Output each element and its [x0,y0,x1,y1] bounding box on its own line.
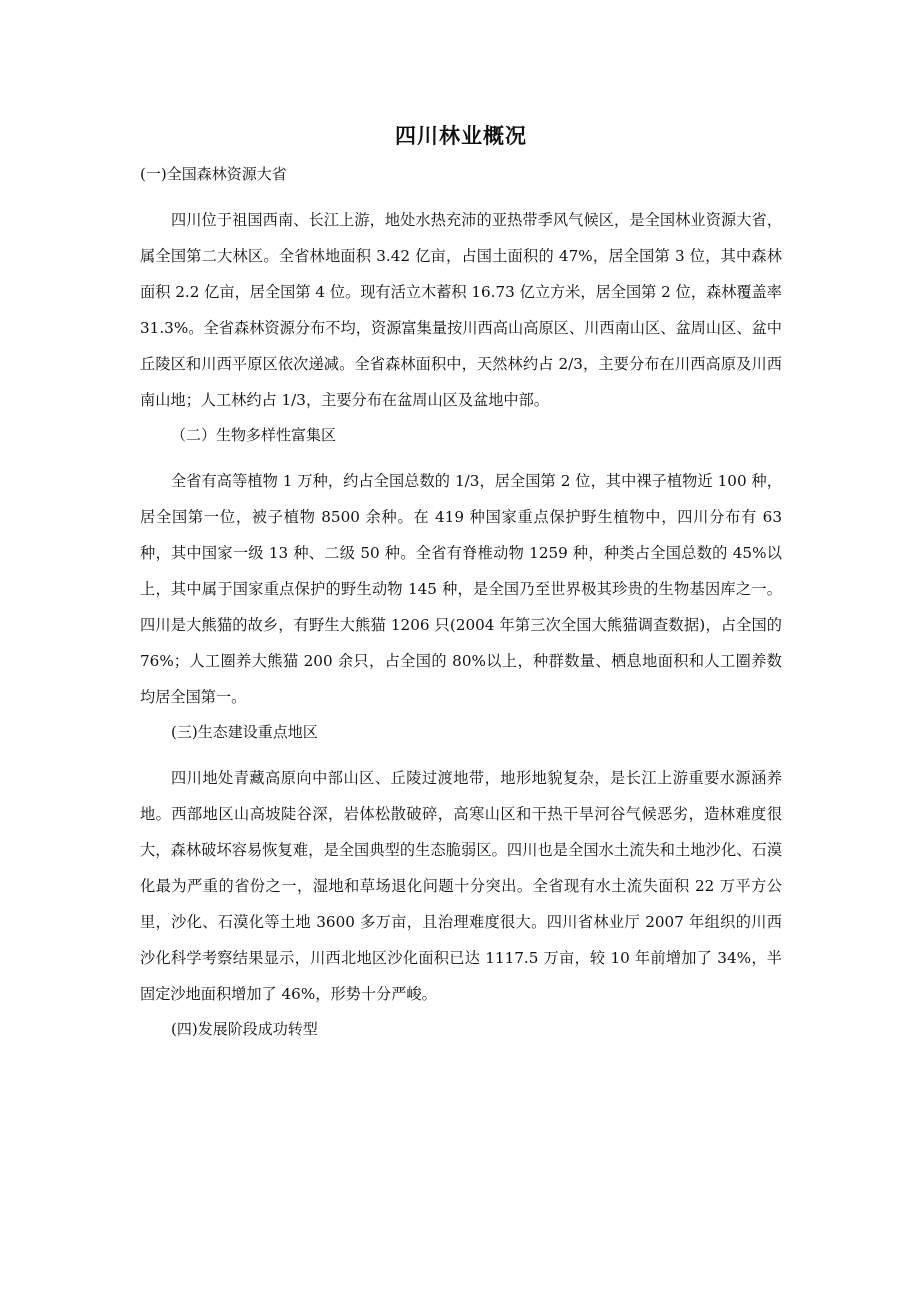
document-title: 四川林业概况 [395,124,527,148]
section-paragraph-3: 四川地处青藏高原向中部山区、丘陵过渡地带，地形地貌复杂，是长江上游重要水源涵养地。西部地区山高坡陡谷深，岩体松散破碎，高寒山区和干热干旱河谷气候恶劣，造林难度很大，森林破坏容易恢复难，是全国典型的生态脆弱区。四川也是全国水土流失和土地沙化、石漠化最为严重的省份之一，湿地和草场退化问题十分突出。全省现有水土流失面积 22 万平方公里，沙化、石漠化等土地 3600 多万亩，且治理难度很大。四川省林业厅 2007 年组织的川西沙化科学考察结果显示，川西北地区沙化面积已达 1117.5 万亩，较 10 年前增加了 34%，半固定沙地面积增加了 46%，形势十分严峻。 [140,769,782,1003]
section-paragraph-2: 全省有高等植物 1 万种，约占全国总数的 1/3，居全国第 2 位，其中裸子植物近 100 种，居全国第一位，被子植物 8500 余种。在 419 种国家重点保护野生植物中，四川分布有 63 种，其中国家一级 13 种、二级 50 种。全省有脊椎动物 1259 种，种类占全国总数的 45%以上，其中属于国家重点保护的野生动物 145 种，是全国乃至世界极其珍贵的生物基因库之一。四川是大熊猫的故乡，有野生大熊猫 1206 只(2004 年第三次全国大熊猫调查数据)，占全国的 76%；人工圈养大熊猫 200 余只，占全国的 80%以上，种群数量、栖息地面积和人工圈养数均居全国第一。 [140,472,782,706]
section-heading-2: （二）生物多样性富集区 [171,426,337,444]
section-heading-3: (三)生态建设重点地区 [171,723,318,741]
section-heading-4: (四)发展阶段成功转型 [171,1020,318,1038]
section-heading-1: (一)全国森林资源大省 [140,165,287,183]
section-paragraph-1: 四川位于祖国西南、长江上游，地处水热充沛的亚热带季风气候区，是全国林业资源大省，属全国第二大林区。全省林地面积 3.42 亿亩，占国土面积的 47%，居全国第 3 位，其中森林面积 2.2 亿亩，居全国第 4 位。现有活立木蓄积 16.73 亿立方米，居全国第 2 位，森林覆盖率 31.3%。全省森林资源分布不均，资源富集量按川西高山高原区、川西南山区、盆周山区、盆中丘陵区和川西平原区依次递减。全省森林面积中，天然林约占 2/3，主要分布在川西高原及川西南山地；人工林约占 1/3，主要分布在盆周山区及盆地中部。 [140,211,782,409]
